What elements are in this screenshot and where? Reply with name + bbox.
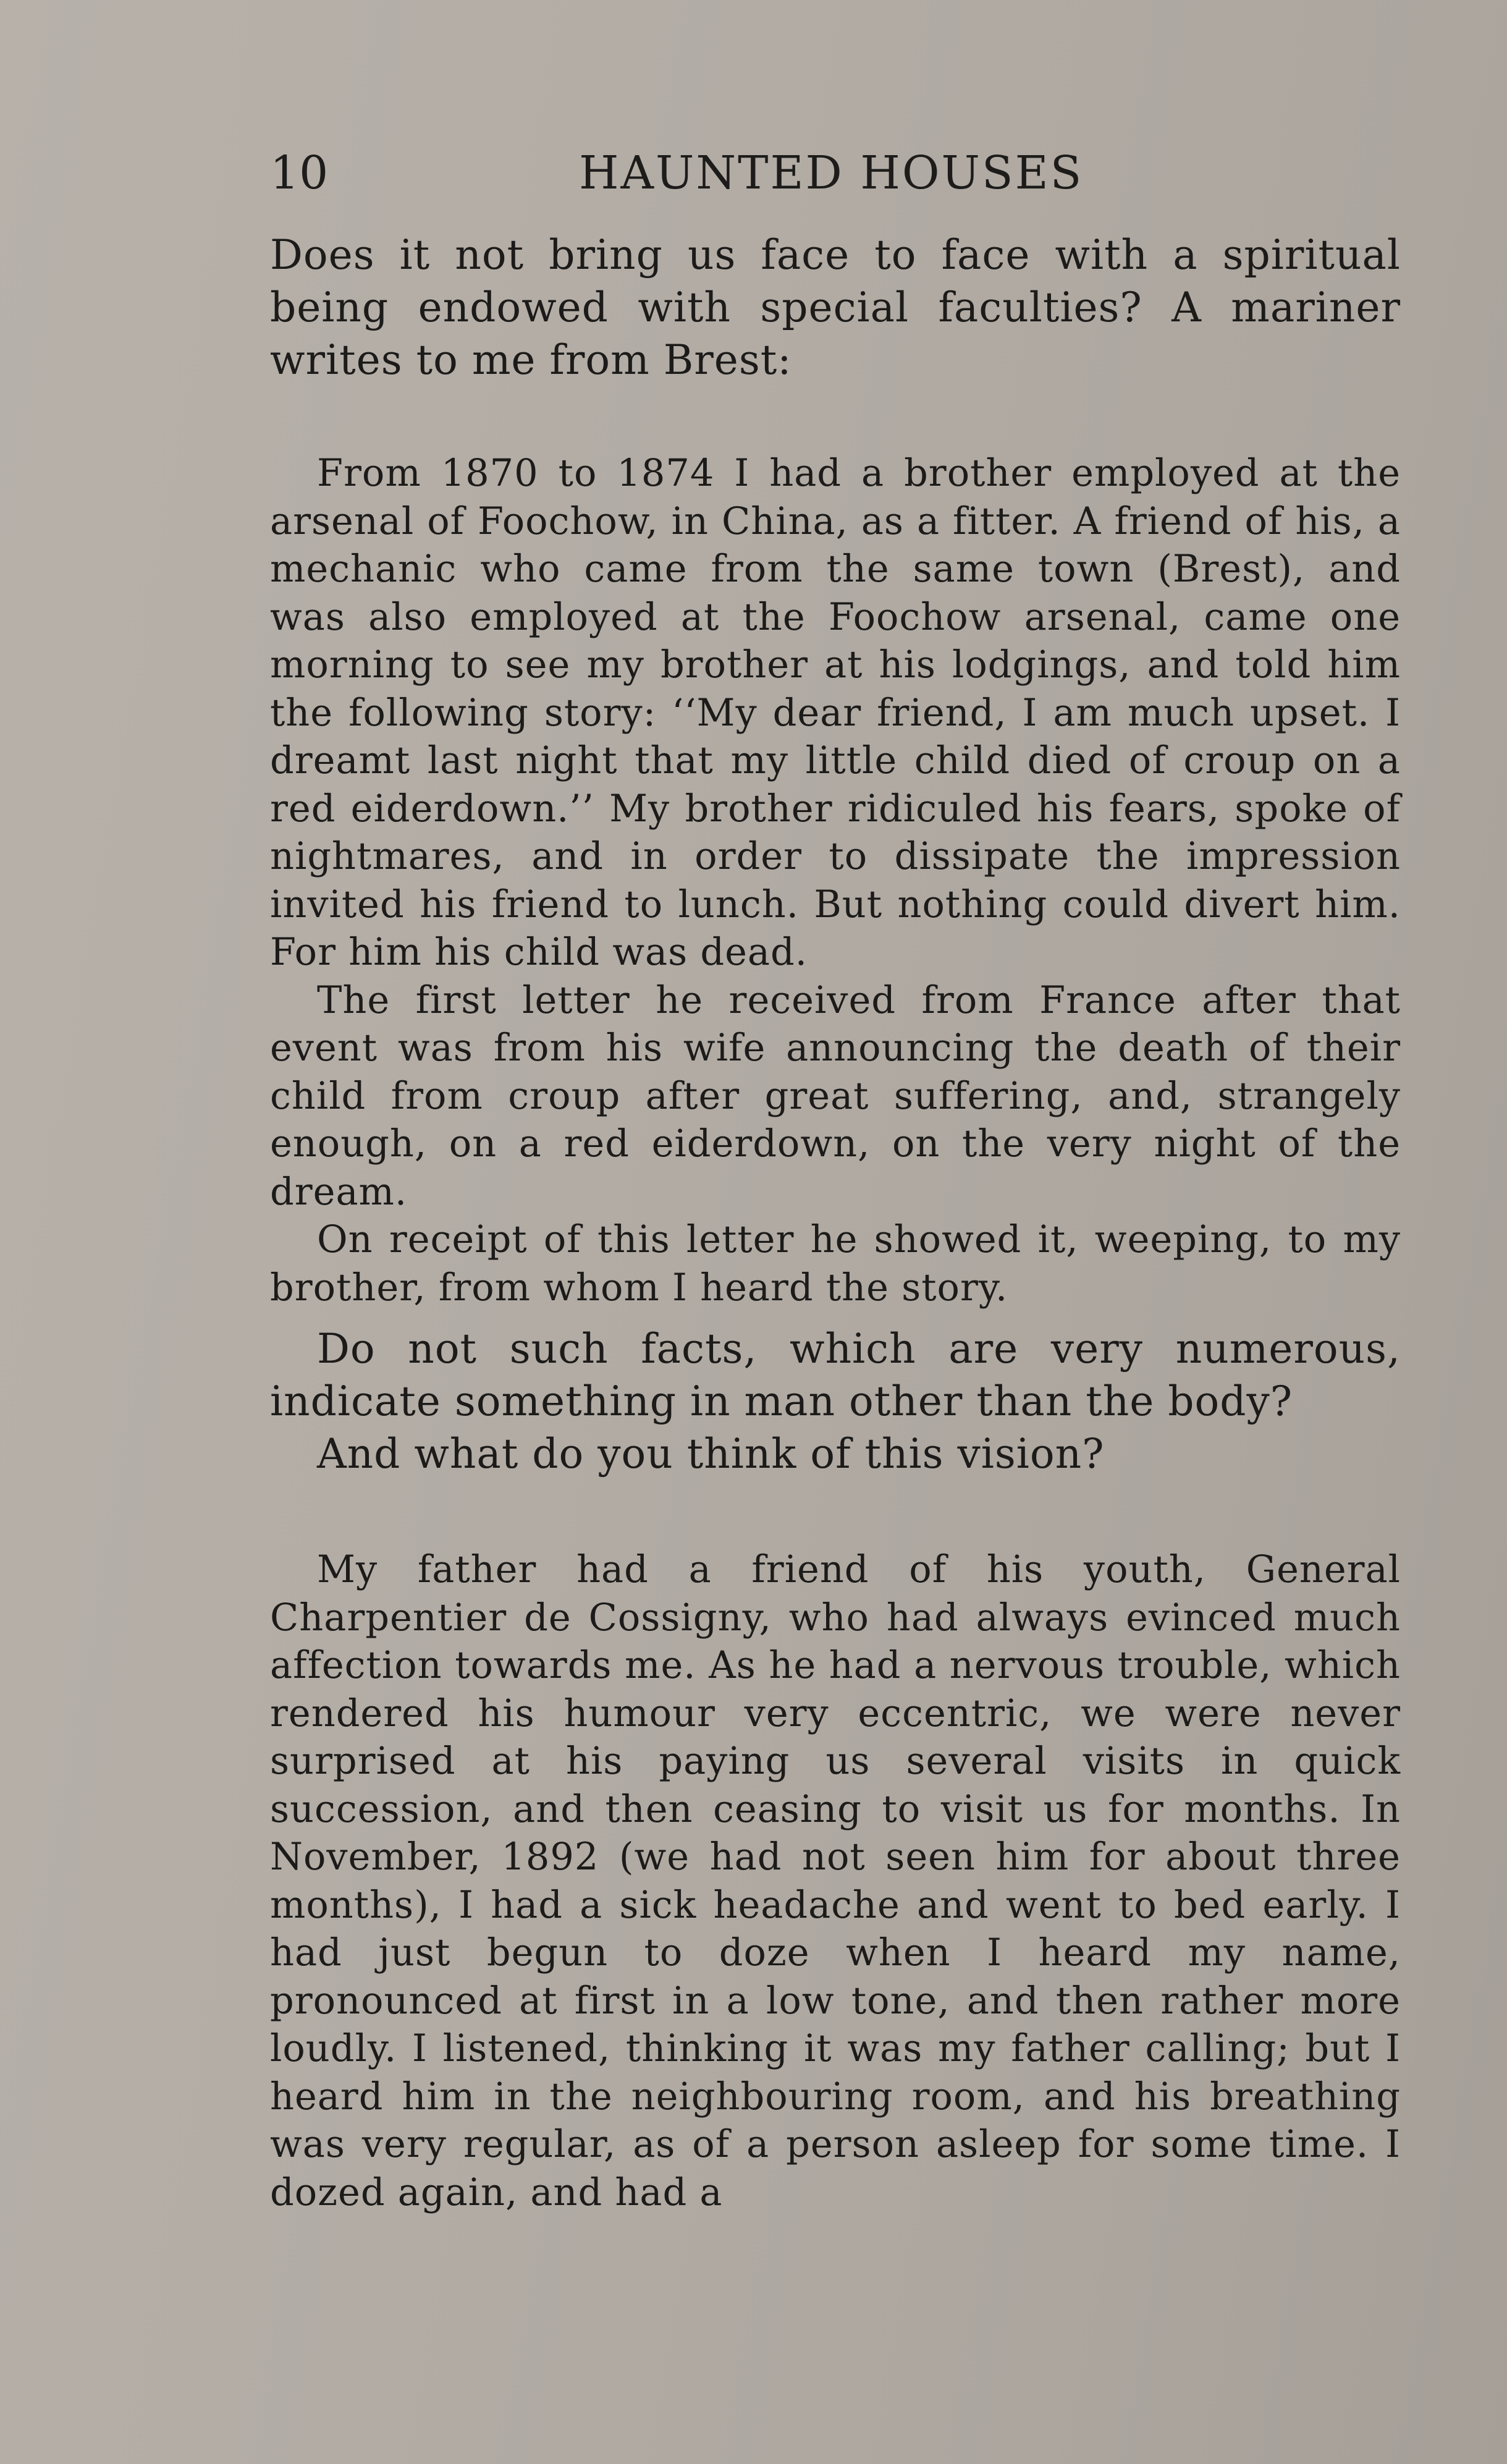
page-number: 10 (270, 146, 329, 200)
general-vision-quote: My father had a friend of his youth, General Charpentier de Cossigny, who had always evinced much affection towards me. As he had a nervous trouble, which rendered his humour very eccentric, we were never surprised at his paying us several visits in quick succession, and then ceasing to visit us for months. In November, 1892 (we had not seen him for about three months), I had a sick headache and went to bed early. I had just begun to doze when I heard my name, pronounced at first in a low tone, and then rather more loudly. I listened, thinking it was my father calling; but I heard him in the neighbouring room, and his breathing was very regular, as of a person asleep for some time. I dozed again, and had a (270, 1548, 1401, 2214)
quote-paragraph: The first letter he received from France after that event was from his wife announcing the death of their child from croup after great suffering, and, strangely enough, on a red eiderdown, on the very night of the dream. (270, 978, 1401, 1214)
running-title: HAUNTED HOUSES (579, 146, 1084, 200)
intro-paragraph: Does it not bring us face to face with a spiritual being endowed with special faculties? A mariner writes to me from Brest: (270, 231, 1401, 384)
quote-paragraph: From 1870 to 1874 I had a brother employed at the arsenal of Foochow, in China, as a fitter. A friend of his, a mechanic who came from the same town (Brest), and was also employed at the Foochow arsenal, came one morning to see my brother at his lodgings, and told him the following story: ‘‘My dear friend, I am much upset. I dreamt last night that my little child died of croup on a red eiderdown.’’ My brother ridiculed his fears, spoke of nightmares, and in order to dissipate the impression invited his friend to lunch. But nothing could divert him. For him his child was dead. (270, 452, 1401, 974)
question-paragraph: And what do you think of this vision? (317, 1430, 1105, 1478)
page-header (270, 142, 1401, 204)
mariner-letter-quote (270, 450, 1401, 1312)
question-paragraph: Do not such facts, which are very numerous, indicate something in man other than the body? (270, 1325, 1401, 1425)
quote-paragraph: On receipt of this letter he showed it, weeping, to my brother, from whom I heard the story. (270, 1218, 1401, 1310)
question-block (270, 1323, 1401, 1480)
